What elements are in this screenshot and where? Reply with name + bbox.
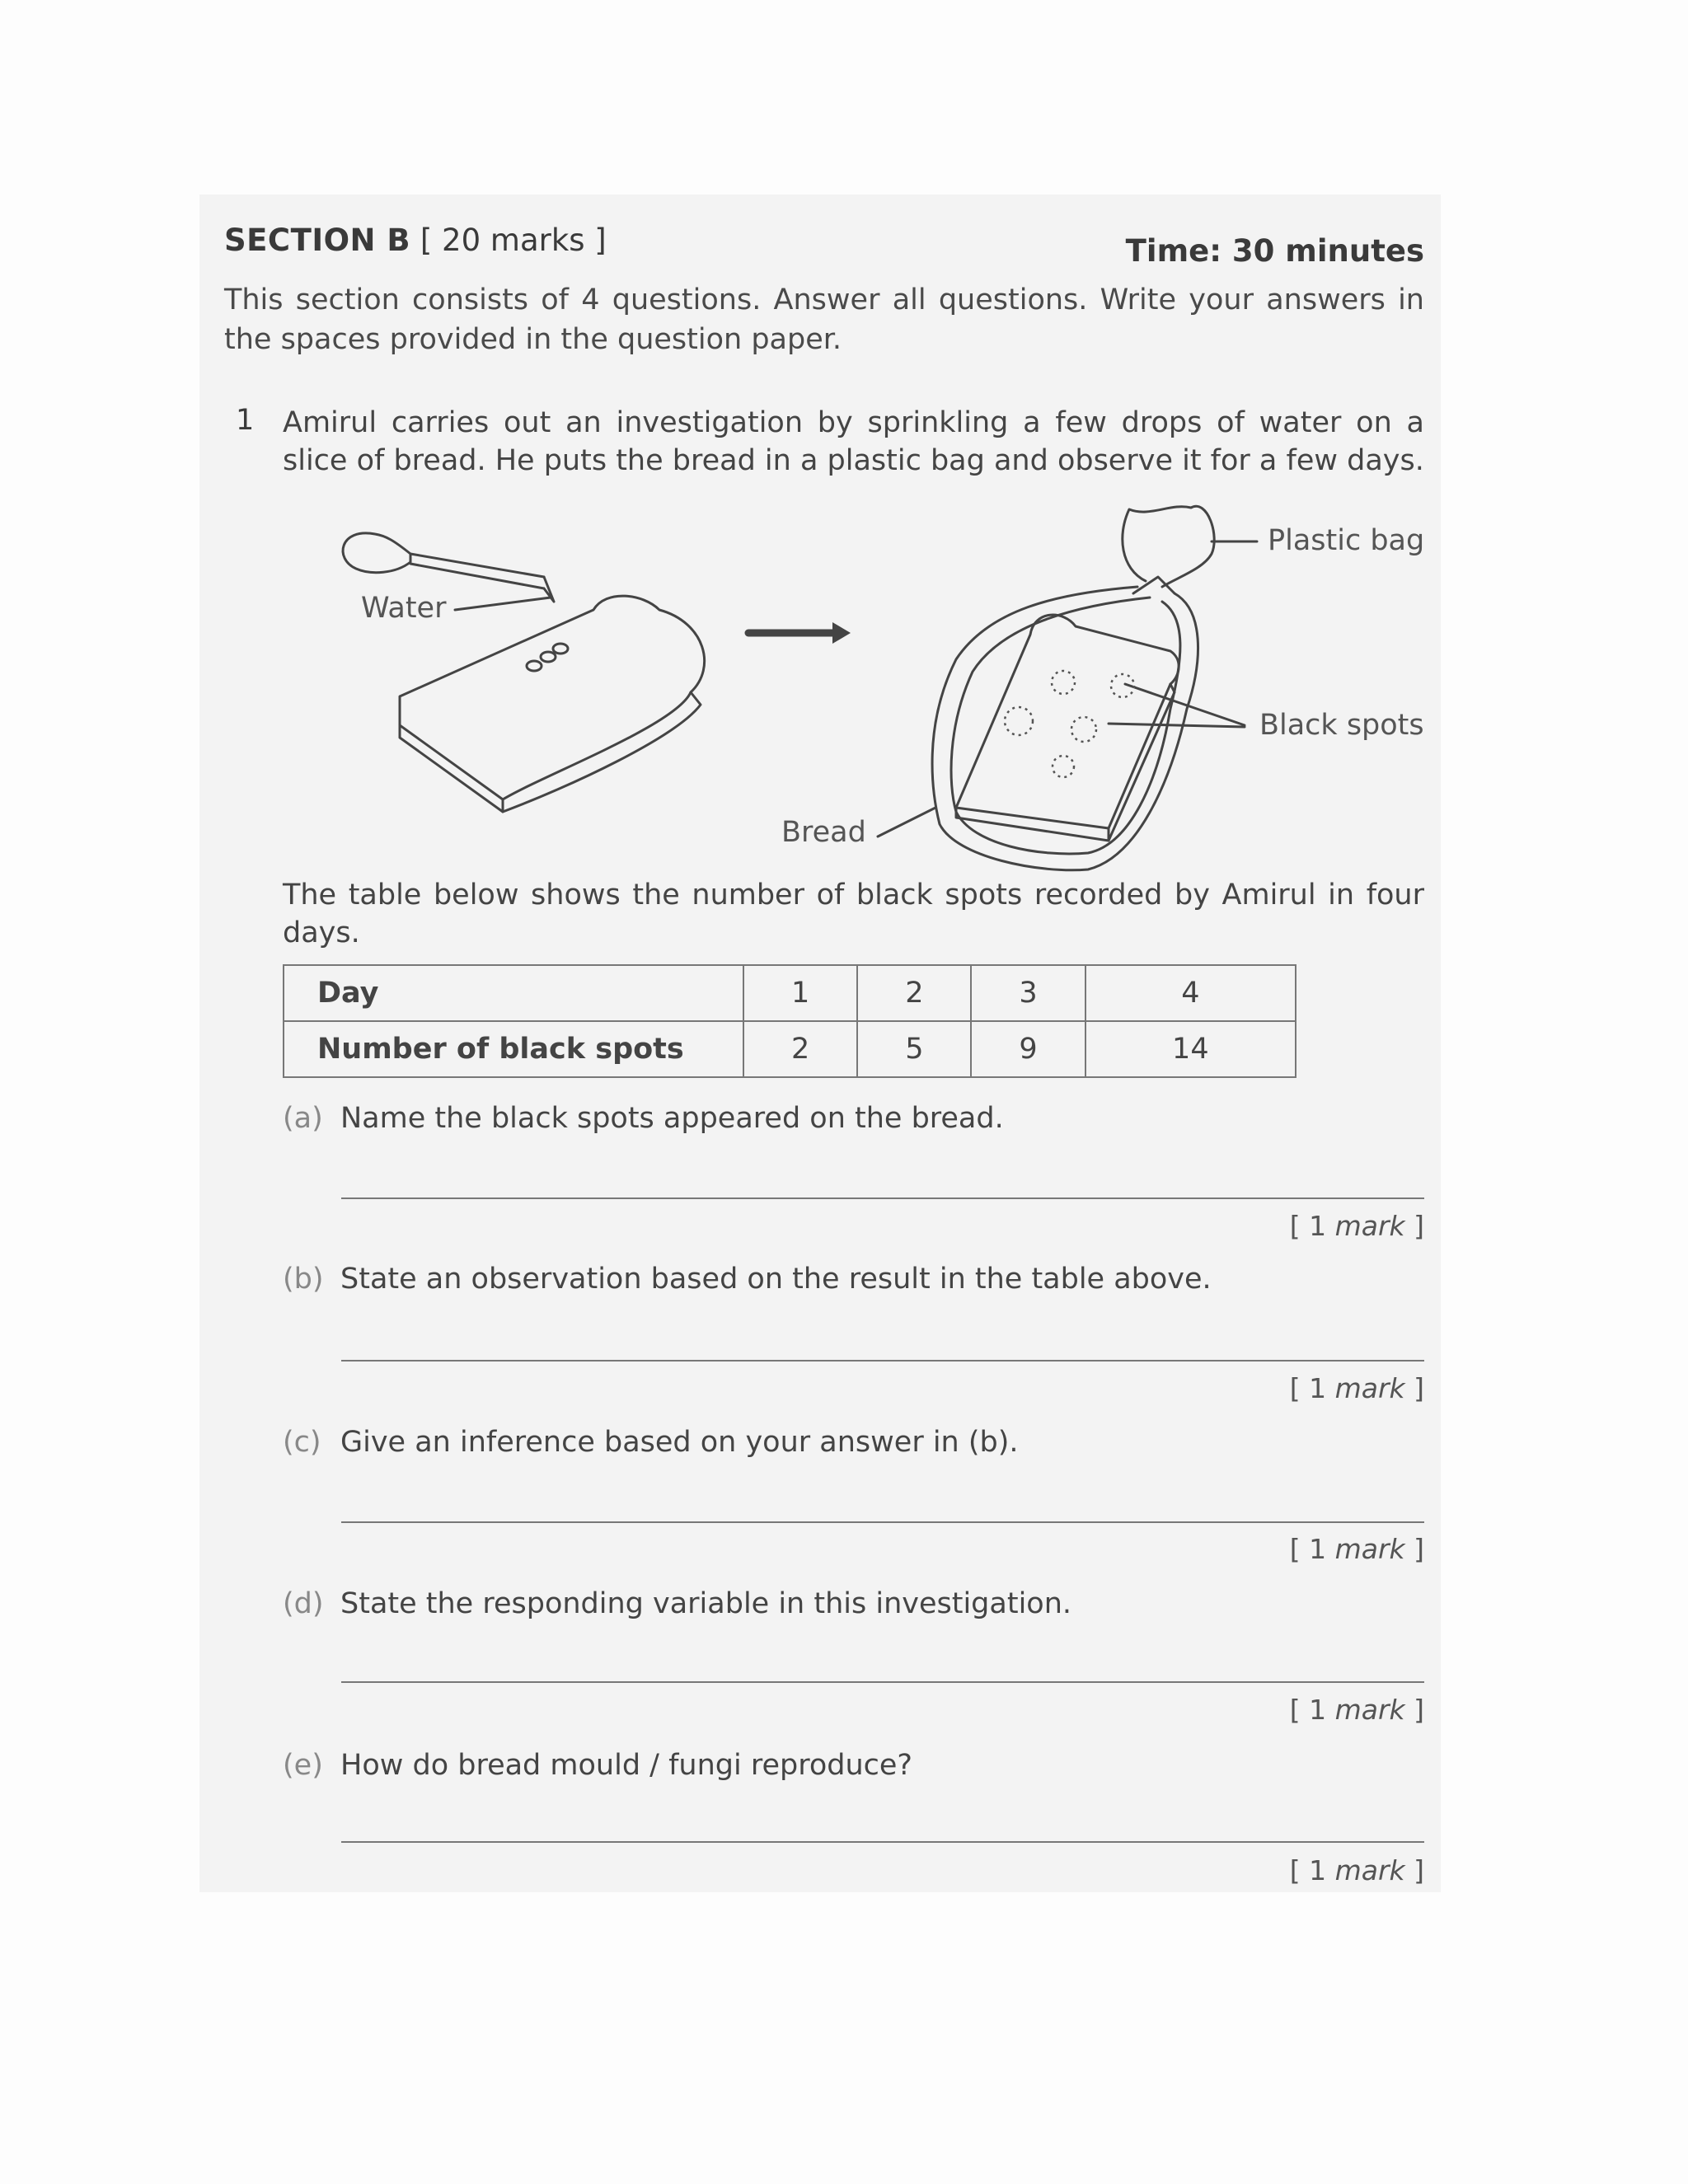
answer-line-c[interactable]: [341, 1521, 1424, 1523]
table-intro: The table below shows the number of black spots recorded by Amirul in four days.: [283, 879, 1424, 949]
subquestion-letter: (a): [283, 1102, 323, 1135]
subquestion-text: State the responding variable in this investigation.: [340, 1587, 1072, 1620]
subquestion-c: [283, 1426, 1019, 1459]
subquestion-letter: (b): [283, 1263, 324, 1296]
mark-word: mark: [1334, 1854, 1405, 1886]
mark-word: mark: [1334, 1533, 1405, 1565]
black-spot-icon: [1005, 707, 1033, 735]
table-header-spots: Number of black spots: [284, 1021, 743, 1077]
label-black-spots: Black spots: [1259, 709, 1424, 742]
mark-d: [ 1 mark ]: [1289, 1694, 1424, 1726]
subquestion-d: [283, 1587, 1071, 1620]
subquestion-b: [283, 1263, 1212, 1296]
subquestion-a: [283, 1102, 1004, 1135]
subquestion-text: Name the black spots appeared on the bread.: [340, 1102, 1004, 1135]
subquestion-text: How do bread mould / fungi reproduce?: [340, 1749, 912, 1782]
section-marks: [ 20 marks ]: [420, 223, 607, 258]
table-cell: 5: [857, 1021, 971, 1077]
mark-value: 1: [1309, 1372, 1327, 1404]
table-cell: 1: [743, 965, 857, 1021]
mark-e: [ 1 mark ]: [1289, 1854, 1424, 1886]
table-cell: 2: [743, 1021, 857, 1077]
mark-value: 1: [1309, 1533, 1327, 1565]
black-spots-pointer: [1109, 684, 1245, 727]
table-cell: 3: [971, 965, 1085, 1021]
table-row: [284, 965, 1296, 1021]
label-water: Water: [361, 592, 447, 625]
section-instructions: This section consists of 4 questions. Answer all questions. Write your answers in the spaces provided in the question paper.: [224, 284, 1424, 356]
bread-slice-icon: [400, 596, 705, 812]
black-spot-icon: [1071, 717, 1096, 742]
question-text: Amirul carries out an investigation by sprinkling a few drops of water on a slice of bread. He puts the bread in a plastic bag and observe it for a few days.: [283, 406, 1424, 477]
mark-word: mark: [1334, 1210, 1405, 1242]
subquestion-letter: (d): [283, 1587, 324, 1620]
mark-b: [ 1 mark ]: [1289, 1372, 1424, 1404]
subquestion-letter: (e): [283, 1749, 323, 1782]
black-spot-icon: [1053, 756, 1074, 777]
answer-line-d[interactable]: [341, 1681, 1424, 1683]
mark-value: 1: [1309, 1694, 1327, 1726]
table-cell: 2: [857, 965, 971, 1021]
water-pointer: [455, 598, 551, 610]
mark-word: mark: [1334, 1372, 1405, 1404]
table-header-day: Day: [284, 965, 743, 1021]
mark-value: 1: [1309, 1854, 1327, 1886]
bread-in-bag-icon: [956, 615, 1179, 841]
mark-c: [ 1 mark ]: [1289, 1533, 1424, 1565]
answer-line-e[interactable]: [341, 1841, 1424, 1843]
answer-line-a[interactable]: [341, 1197, 1424, 1199]
label-plastic-bag: Plastic bag: [1268, 524, 1425, 557]
mark-a: [ 1 mark ]: [1289, 1210, 1424, 1242]
answer-line-b[interactable]: [341, 1360, 1424, 1361]
label-bread: Bread: [781, 816, 866, 849]
table-cell: 4: [1085, 965, 1296, 1021]
section-title: SECTION B: [224, 223, 411, 258]
bread-pointer: [878, 808, 935, 837]
question-number: 1: [236, 404, 255, 437]
table-cell: 9: [971, 1021, 1085, 1077]
subquestion-text: Give an inference based on your answer in (b).: [340, 1426, 1019, 1459]
results-table: [283, 964, 1296, 1078]
subquestion-e: [283, 1749, 912, 1782]
subquestion-text: State an observation based on the result in the table above.: [340, 1263, 1212, 1296]
black-spot-icon: [1052, 671, 1075, 694]
mark-value: 1: [1309, 1210, 1327, 1242]
table-cell: 14: [1085, 1021, 1296, 1077]
table-row: [284, 1021, 1296, 1077]
time-allowed: Time: 30 minutes: [1125, 233, 1424, 269]
subquestion-letter: (c): [283, 1426, 321, 1459]
mark-word: mark: [1334, 1694, 1405, 1726]
